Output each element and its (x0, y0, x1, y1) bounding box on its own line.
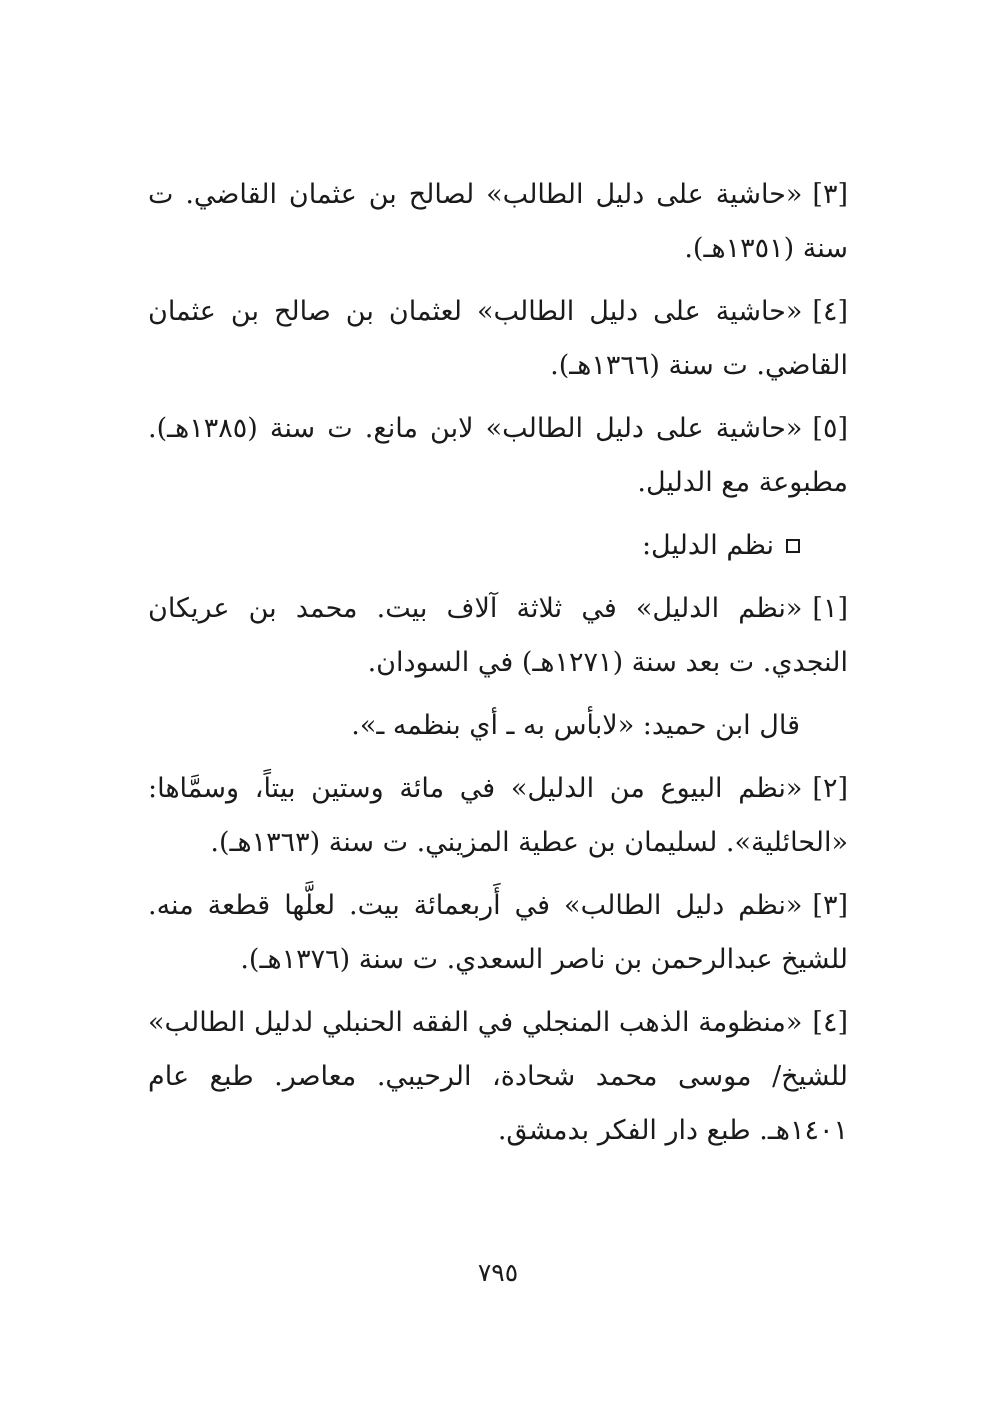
entry-text: «حاشية على دليل الطالب» لصالح بن عثمان القاضي. ت سنة (١٣٥١هـ). (148, 179, 848, 264)
section-heading (148, 519, 848, 573)
entry-text: «حاشية على دليل الطالب» لابن مانع. ت سنة (١٣٨٥هـ). مطبوعة مع الدليل. (148, 413, 848, 498)
quote-ibn-humaid: قال ابن حميد: «لابأس به ـ أي بنظمه ـ». (351, 710, 800, 741)
page-number: ٧٩٥ (477, 1258, 519, 1287)
entry-manzuma-dhahab (148, 996, 848, 1158)
entry-number: [٣] (812, 179, 848, 210)
entry-text: «نظم البيوع من الدليل» في مائة وستين بيتاً، وسمَّاها: «الحائلية». لسليمان بن عطية المزيني. ت سنة (١٣٦٣هـ). (148, 773, 848, 858)
entry-hashiya-uthman (148, 285, 848, 393)
entry-nazm-dalil (148, 582, 848, 690)
entry-hashiya-salih (148, 168, 848, 276)
square-icon (786, 539, 800, 553)
entry-text: «نظم الدليل» في ثلاثة آلاف بيت. محمد بن عريكان النجدي. ت بعد سنة (١٢٧١هـ) في السودان. (148, 593, 848, 678)
entry-number: [٥] (812, 413, 848, 444)
entry-nazm-dalil-talib (148, 879, 848, 987)
entry-hashiya-ibn-mani (148, 402, 848, 510)
page-body (148, 168, 848, 1167)
section-title: نظم الدليل: (641, 530, 774, 561)
entry-number: [١] (812, 593, 848, 624)
entry-text: «منظومة الذهب المنجلي في الفقه الحنبلي لدليل الطالب» للشيخ/ موسى محمد شحادة، الرحيبي. معاصر. طبع عام ١٤٠١هـ. طبع دار الفكر بدمشق. (148, 1007, 848, 1146)
entry-number: [٤] (812, 1007, 848, 1038)
entry-number: [٢] (812, 773, 848, 804)
entry-nazm-buyu (148, 762, 848, 870)
entry-text: «نظم دليل الطالب» في أَربعمائة بيت. لعلَّها قطعة منه. للشيخ عبدالرحمن بن ناصر السعدي. ت سنة (١٣٧٦هـ). (148, 890, 848, 975)
entry-number: [٤] (812, 296, 848, 327)
entry-text: «حاشية على دليل الطالب» لعثمان بن صالح بن عثمان القاضي. ت سنة (١٣٦٦هـ). (148, 296, 848, 381)
entry-number: [٣] (812, 890, 848, 921)
